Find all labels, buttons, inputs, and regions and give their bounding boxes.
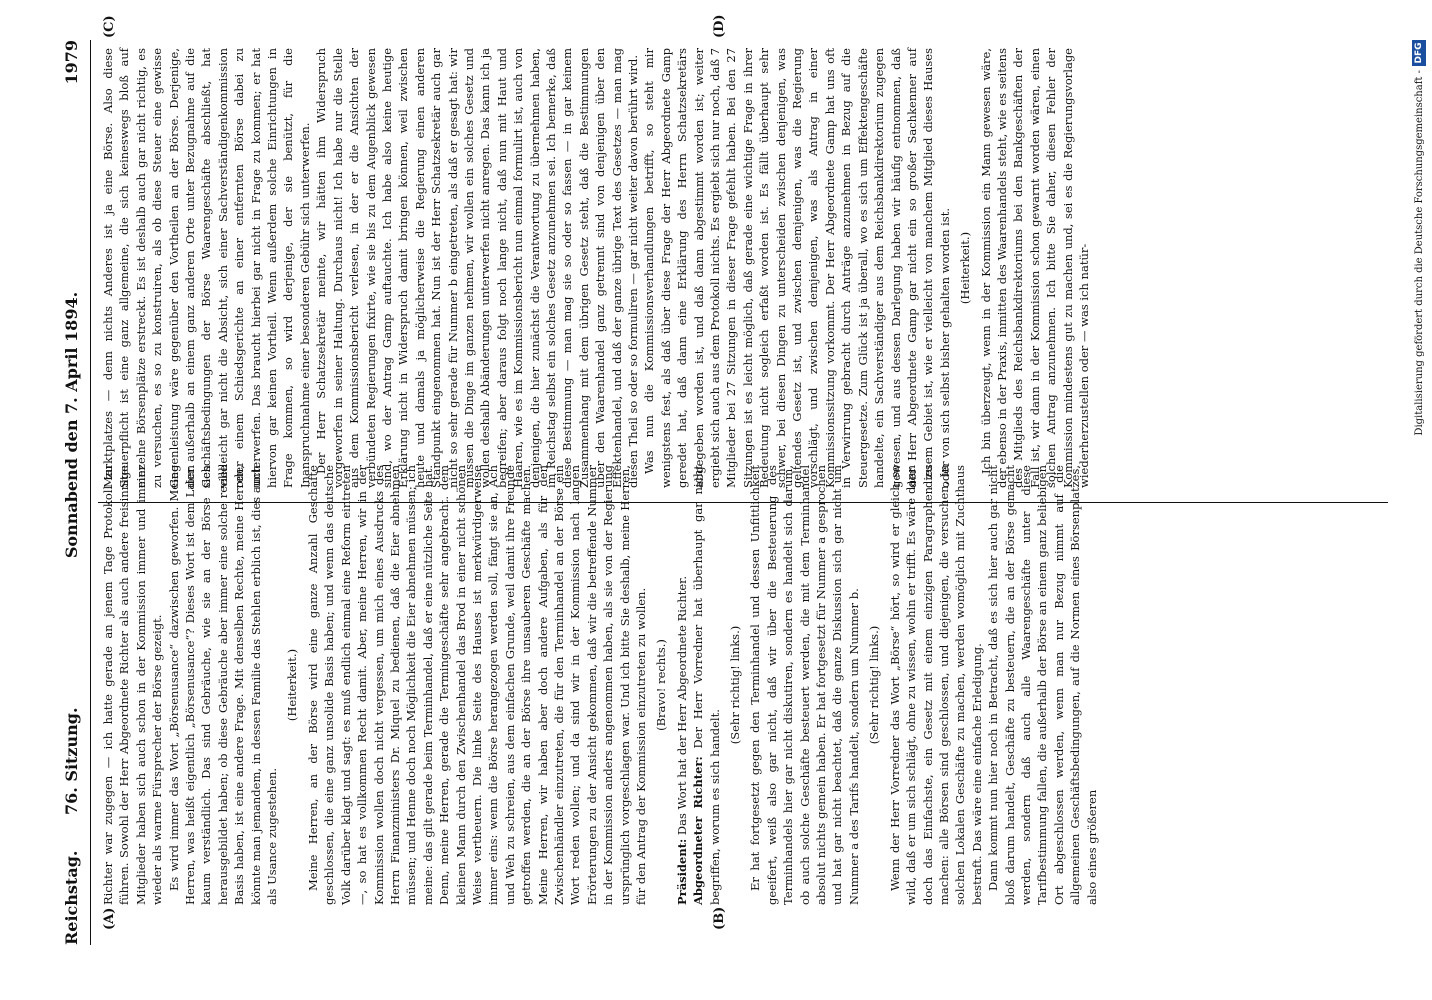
interjection: (Sehr richtig! links.) bbox=[728, 625, 743, 745]
header-date: Sonnabend den 7. April 1894. bbox=[62, 291, 81, 559]
paragraph: Dann kommt nun hier noch in Betracht, daß es sich hier auch gar nicht bloß darum handelt, Geschäfte zu besteuern, die an der Börse gemacht werden, sondern daß auch alle Waarengeschäfte unter diese Tarifbestimmung fallen, die außerhalb der Börse an einem ganz beliebigen Ort abgeschlossen werden, wenn man nur Bezug nimmt auf die allgemeinen Geschäftsbedingungen, auf die Normen eines Börsenplatzes, also eines größeren bbox=[986, 465, 1099, 905]
column-divider bbox=[98, 502, 1388, 503]
speaker-paragraph: Abgeordneter Richter: Der Herr Vorredner hat überhaupt gar nicht begriffen, worum es sich handelt. bbox=[691, 465, 722, 905]
header-session: 76. Sitzung. bbox=[62, 707, 81, 815]
header-page-number: 1979 bbox=[62, 40, 81, 85]
digitization-credit: Digitalisierung gefördert durch die Deutsche Forschungsgemeinschaft - bbox=[1414, 70, 1425, 436]
page-footer bbox=[1412, 40, 1428, 940]
interjection: (Bravo! rechts.) bbox=[654, 639, 669, 731]
interjection: (Heiterkeit.) bbox=[958, 231, 973, 305]
paragraph: Wenn der Herr Vorredner das Wort „Börse“ hört, so wird er gleich so wild, daß er um sich schlägt, ohne zu wissen, wohin er trifft. Es wäre dann doch das Einfachste, ein Gesetz mit einem einzigen Paragraphen zu machen: alle Börsen sind geschlossen, und diejenigen, die versuchen, in solchen Lokalen Geschäfte zu machen, werden womöglich mit Zuchthaus bestraft. Das wäre eine einfache Erledigung. bbox=[887, 465, 984, 905]
right-column bbox=[100, 48, 1092, 488]
header-publication: Reichstag. bbox=[62, 850, 81, 945]
dfg-logo: DFG bbox=[1412, 40, 1426, 66]
speaker-paragraph: Präsident: Das Wort hat der Herr Abgeordnete Richter. bbox=[674, 575, 689, 905]
page-header bbox=[58, 40, 88, 945]
speaker-name: Präsident: bbox=[674, 838, 689, 905]
margin-marker-b: (B) bbox=[712, 906, 727, 930]
interjection: (Heiterkeit.) bbox=[285, 648, 300, 722]
paragraph: Er hat fortgesetzt gegen den Terminhandel und dessen Unfittlichkeit geeifert, weiß also gar nicht, daß wir über die Besteuerung des Terminhandels hier gar nicht diskutiren, sondern es handelt sich darum, ob auch solche Geschäfte besteuert werden, die mit dem Terminhandel absolut nichts gemein haben. Er hat fortgesetzt für Nummer a gesprochen und hat gar nicht beachtet, daß die ganze Diskussion sich gar nicht um Nummer a des Tarifs handelt, sondern um Nummer b. bbox=[748, 465, 861, 905]
paragraph: Meine Herren, an der Börse wird eine ganze Anzahl Geschäfte geschlossen, die eine ganz unsolide Basis haben; und wenn das deutsche Volk darüber klagt und sagt: es muß endlich einmal eine Reform eintreten —, so hat es vollkommen Recht damit. Aber, meine Herren, wir in der Kommission wollen doch nicht vergessen, um mich eines Ausdrucks des Herrn Finanzministers Dr. Miquel zu bedienen, daß die Eier abnehmen müssen; und Henne doch noch Möglichkeit die Eier abnehmen müssen; ich meine: das gilt gerade beim Terminhandel, daß er eine nützliche Seite hat. Denn, meine Herren, gerade die Termingeschäfte sehr angebracht. dem kleinen Mann durch den Zwischenhandel das Brod in einer nicht schönen Weise vertheuern. Die linke Seite des Hauses ist merkwürdigerweise immer eins: wenn die Börse herangezogen werden soll, fängt sie an, Ach und Weh zu schreien, aus dem einfachen Grunde, weil damit ihre Freunde getroffen werden, die an der Börse ihre unsauberen Geschäfte machen. Meine Herren, wir haben aber doch andere Aufgaben, als für den Zwischenhändler einzutreten, die für den Terminhandel an der Börse ein Wort reden wollen; und da sind wir in der Kommission nach langen Erörterungen zu der Ansicht gekommen, daß wir die betreffende Nummer in der Kommission anders angenommen haben, als sie von der Regierung ursprünglich vorgeschlagen war. Und ich bitte Sie deshalb, meine Herren, für den Antrag der Kommission einzutreten zu wollen. bbox=[305, 465, 648, 905]
paragraph: Marktplatzes — denn nichts Anderes ist ja eine Börse. Also diese Steuerpflicht ist eine ganz allgemeine, die sich keineswegs bloß auf einzelne Börsenplätze erstreckt. Es ist deshalb auch gar nicht richtig, es zu versuchen, es so zu konstruiren, als ob diese Steuer eine gewisse Gegenleistung wäre gegenüber den Vortheilen an der Börse. Derjenige, der außerhalb an einem ganz anderen Orte unter Bezugnahme auf die Geschäftsbedingungen der Börse Waarengeschäfte abschließt, hat vielleicht gar nicht die Absicht, sich einer Sachverständigenkommission oder einem Schiedsgerichte an einer entfernten Börse dabei zu unterwerfen. Das braucht hierbei gar nicht in Frage zu kommen; er hat hiervon gar keinen Vortheil. Wenn außerdem solche Einrichtungen in Frage kommen, so wird derjenige, der sie benützt, für die Inanspruchnahme einer besonderen Gebühr sich unterwerfen. bbox=[101, 48, 312, 488]
margin-marker-d: (D) bbox=[712, 14, 727, 38]
paragraph: Der Herr Schatzsekretär meinte, wir hätten ihm Widerspruch vorgeworfen in seiner Haltung. Durchaus nicht! Ich habe nur die Stelle aus dem Kommissionsbericht verlesen, in der er die Ansichten der verbündeten Regierungen fixirte, wie sie bis zu dem Augenblick gewesen sind, wo der Antrag Gamp auftauchte. Ich habe also keine heutige Erklärung nicht in Widerspruch damit bringen können, weil zwischen heute und damals ja möglicherweise die Regierung einen anderen Standpunkt eingenommen hat. Nun ist der Herr Schatzsekretär auch gar nicht so sehr gerade für Nummer b eingetreten, als daß er gesagt hat: wir müssen die Dinge im ganzen nehmen, wir wollen ein solches Gesetz und wollen deshalb Abänderungen unterwerfen nicht anregen. Das kann ich ja begreifen; aber daraus folgt noch lange nicht, daß nun mit Haut und Haaren, wie es im Kommissionsbericht nun einmal formulirt ist, auch von denjenigen, die hier zunächst die Verantwortung zu übernehmen haben, im Reichstag selbst ein solches Gesetz anzunehmen sei. Ich bemerke, daß diese Bestimmung — man mag sie so oder so fassen — in gar keinem Zusammenhang mit dem übrigen Gesetz steht, daß die Bestimmungen über den Waarenhandel ganz getrennt sind von denjenigen über den Effektenhandel, und daß der ganze übrige Text des Gesetzes — man mag diesen Theil so oder so formuliren — gar nicht weiter davon berührt wird. bbox=[314, 48, 640, 488]
paragraph: Ich bin überzeugt, wenn in der Kommission ein Mann gewesen wäre, der ebenso in der Praxis, inmitten des Waarenhandels steht, wie es seitens des Mitglieds des Reichsbankdirektoriums bei den Bankgeschäften der Fall ist, wir dann in der Kommission schon gewarnt worden wären, einen solchen Antrag anzunehmen. Ich bitte Sie daher, diesen Fehler der Kommission mindestens gut zu machen und, sei es die Regierungsvorlage wiederherzustellen oder — was ich natür- bbox=[978, 48, 1091, 488]
margin-marker-c: (C) bbox=[102, 15, 117, 38]
paragraph: Was nun die Kommissionsverhandlungen betrifft, so steht mir wenigstens fest, als daß über diese Frage der Herr Abgeordnete Gamp geredet hat, daß dann eine Erklärung des Herrn Schatzsekretärs abgegeben worden ist, und daß dann abgestimmt worden ist; weiter ergiebt sich auch aus dem Protokoll nichts. Es ergiebt sich nur noch, daß 7 Mitglieder bei 27 Sitzungen in dieser Frage gefehlt haben. Bei den 27 Sitzungen ist es leicht möglich, daß gerade eine wichtige Frage in ihrer Bedeutung nicht sogleich erfaßt worden ist. Es fällt überhaupt sehr schwer, bei diesen Dingen zu unterscheiden zwischen denjenigen, was geltendes Gesetz ist, und zwischen demjenigen, was die Regierung vorschlägt, und zwischen demjenigen, was als Antrag in einer Kommissionssitzung vorkommt. Der Herr Abgeordnete Gamp hat uns oft in Verwirrung gebracht durch Anträge anzunehmen in Bezug auf die Steuergesetze. Zum Glück ist ja überall, wo es sich um Effektengeschäfte handelte, ein Sachverständiger aus dem Reichsbankdirektorium zugegen gewesen, und aus dessen Darlegung haben wir häufig entnommen, daß der Herr Abgeordnete Gamp gar nicht ein so großer Sachkenner auf diesem Gebiet ist, wie er vielleicht von manchem Mitglied dieses Hauses oder von sich selbst bisher gehalten worden ist. bbox=[642, 48, 952, 488]
header-rule bbox=[90, 40, 91, 945]
left-column bbox=[100, 465, 1100, 905]
paragraph: Es wird immer das Wort „Börsenusance“ dazwischen geworfen. Meine Herren, was heißt eigentlich „Börsenusance“? Dieses Wort ist dem Laien kaum verständlich. Das sind Gebräuche, wie sie an der Börse sich herausgebildet haben; ob diese Gebräuche aber immer eine solche reelle Basis haben, ist eine andere Frage. Mit denselben Rechte, meine Herren, könnte man jemandem, in dessen Familie das Stehlen erblich ist, dies auch als Usance zugestehen. bbox=[166, 465, 280, 905]
paragraph: Richter war zugegen — ich hatte gerade an jenem Tage Protokoll zu führen. Sowohl der Herr Abgeordnete Richter als auch andere freisinnige Mitglieder haben sich auch schon in der Kommission immer und immer wieder als warme Fürsprecher der Börse gezeigt. bbox=[101, 465, 165, 905]
margin-marker-a: (A) bbox=[102, 907, 117, 930]
interjection: (Sehr richtig! links.) bbox=[867, 625, 882, 745]
speaker-name: Abgeordneter Richter: bbox=[691, 756, 706, 905]
